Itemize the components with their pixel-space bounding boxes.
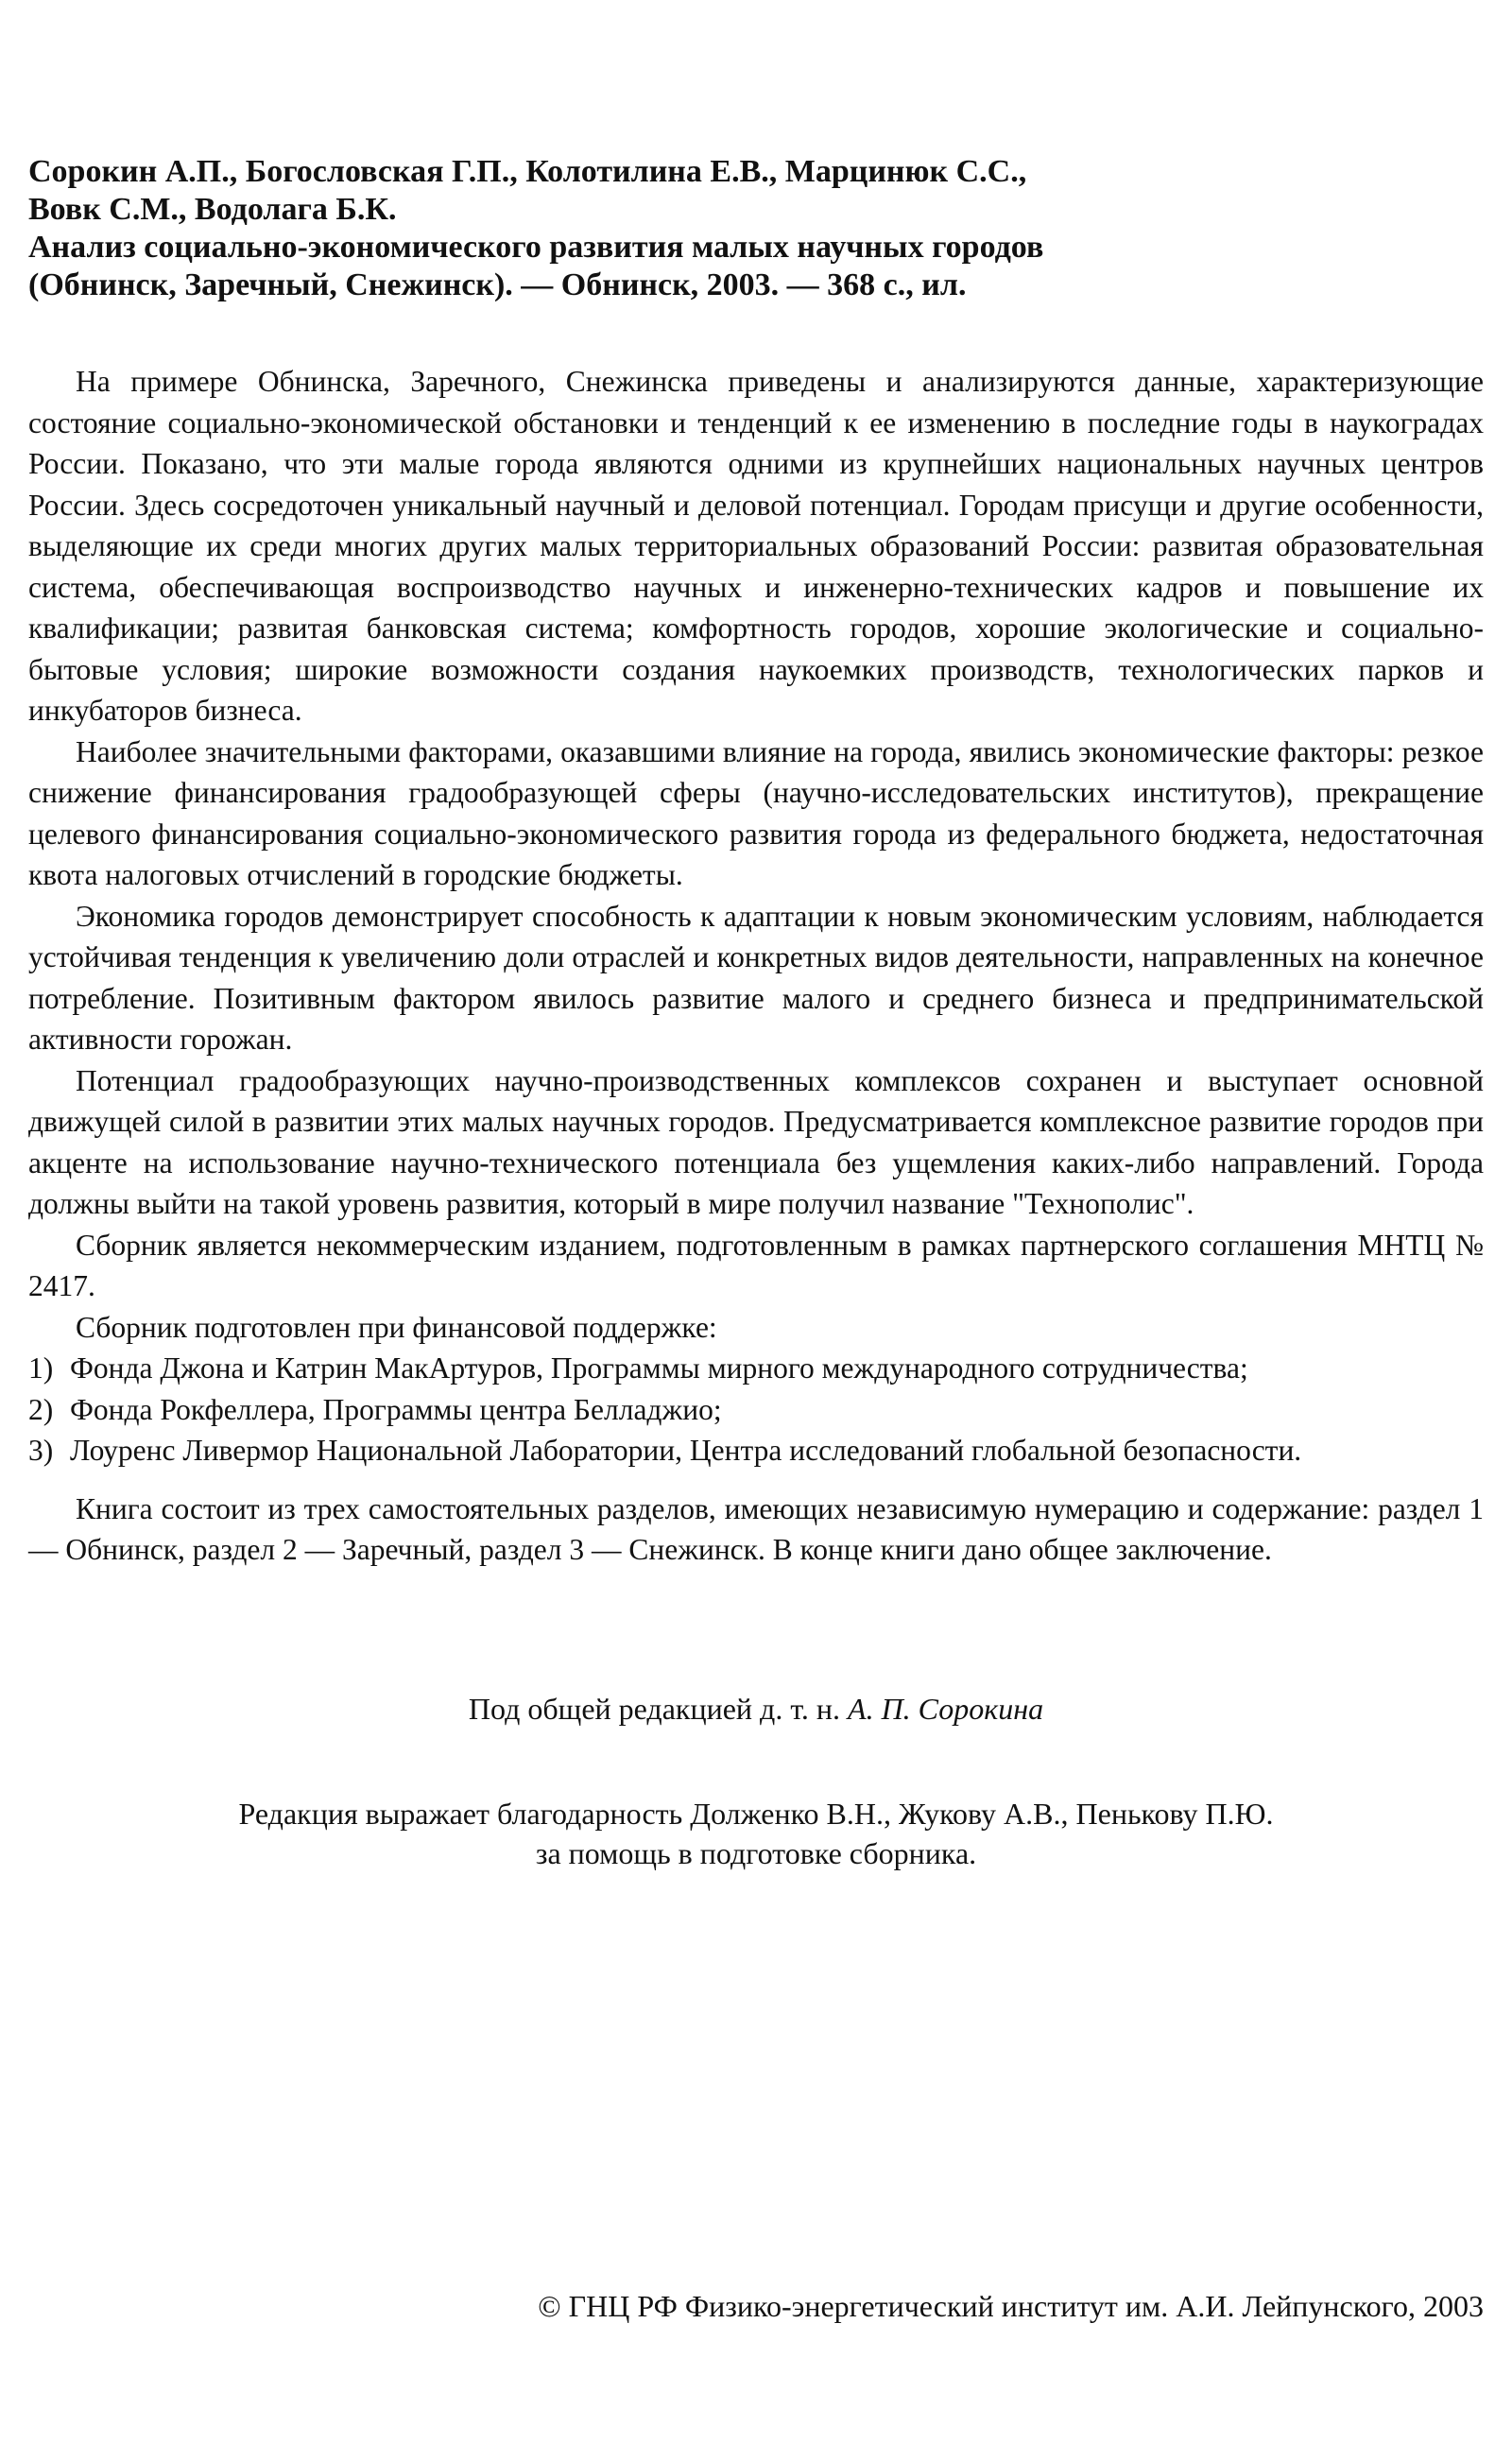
list-item-text: Лоуренс Ливермор Национальной Лаборатории, Центра исследований глобальной безопасности. [70, 1434, 1302, 1467]
list-item-number: 3) [28, 1434, 54, 1467]
acknowledgements [28, 1794, 1484, 1873]
spacer [28, 1471, 1484, 1489]
acknowledgements-line-1: Редакция выражает благодарность Долженко В.Н., Жукову А.В., Пенькову П.Ю. [238, 1797, 1274, 1831]
list-item [28, 1348, 1484, 1389]
editor-prefix: Под общей редакцией д. т. н. [468, 1692, 841, 1726]
list-item [28, 1430, 1484, 1471]
abstract-paragraph-1: На примере Обнинска, Заречного, Снежинска приведены и анализируются данные, характеризующие состояние социально-экономической обстановки и тенденций к ее изменению в последние годы в наукоградах России. Показано, что эти малые города являются одними из крупнейших национальных научных центров России. Здесь сосредоточен уникальный научный и деловой потенциал. Городам присущи и другие особенности, выделяющие их среди многих других малых территориальных образований России: развитая образовательная система, обеспечивающая воспроизводство научных и инженерно-технических кадров и повышение их квалификации; развитая банковская система; комфортность городов, хорошие экологические и социально-бытовые условия; широкие возможности создания наукоемких производств, технологических парков и инкубаторов бизнеса. [28, 365, 1484, 727]
abstract-paragraph-3: Экономика городов демонстрирует способность к адаптации к новым экономическим условиям, наблюдается устойчивая тенденция к увеличению доли отраслей и конкретных видов деятельности, направленных на конечное потребление. Позитивным фактором явилось развитие малого и среднего бизнеса и предпринимательской активности горожан. [28, 899, 1484, 1056]
copyright-notice: © ГНЦ РФ Физико-энергетический институт им. А.И. Лейпунского, 2003 [538, 2289, 1484, 2323]
list-item-text: Фонда Рокфеллера, Программы центра Белладжио; [70, 1392, 722, 1426]
funding-intro: Сборник подготовлен при финансовой поддержке: [76, 1310, 717, 1344]
page [28, 0, 1484, 2461]
list-item [28, 1389, 1484, 1431]
abstract-paragraph-4: Потенциал градообразующих научно-производственных комплексов сохранен и выступает основной движущей силой в развитии этих малых научных городов. Предусматривается комплексное развитие городов при акценте на использование научно-технического потенциала без ущемления каких-либо направлений. Города должны выйти на такой уровень развития, который в мире получил название "Технополис". [28, 1063, 1484, 1220]
bibliographic-header [28, 153, 1484, 304]
authors-line-1: Сорокин А.П., Богословская Г.П., Колотилина Е.В., Марцинюк С.С., [28, 154, 1027, 189]
list-item-text: Фонда Джона и Катрин МакАртуров, Программы мирного международного сотрудничества; [70, 1351, 1248, 1385]
abstract [28, 361, 1484, 1571]
acknowledgements-line-2: за помощь в подготовке сборника. [535, 1836, 977, 1870]
abstract-paragraph-5: Сборник является некоммерческим изданием, подготовленным в рамках партнерского соглашения МНТЦ № 2417. [28, 1228, 1484, 1302]
editor-name: А. П. Сорокина [848, 1692, 1044, 1726]
editor-line [28, 1690, 1484, 1728]
funders-list [28, 1348, 1484, 1471]
authors-line-2: Вовк С.М., Водолага Б.К. [28, 192, 397, 227]
list-item-number: 1) [28, 1351, 54, 1385]
list-item-number: 2) [28, 1392, 54, 1426]
abstract-paragraph-structure: Книга состоит из трех самостоятельных разделов, имеющих независимую нумерацию и содержание: раздел 1 — Обнинск, раздел 2 — Заречный, раздел 3 — Снежинск. В конце книги дано общее заключение. [28, 1491, 1484, 1566]
book-title: Анализ социально-экономического развития малых научных городов [28, 230, 1044, 265]
publication-info: (Обнинск, Заречный, Снежинск). — Обнинск, 2003. — 368 с., ил. [28, 267, 967, 302]
abstract-paragraph-2: Наиболее значительными факторами, оказавшими влияние на города, явились экономические факторы: резкое снижение финансирования градообразующей сферы (научно-исследовательских институтов), прекращение целевого финансирования социально-экономического развития города из федерального бюджета, недостаточная квота налоговых отчислений в городские бюджеты. [28, 734, 1484, 891]
